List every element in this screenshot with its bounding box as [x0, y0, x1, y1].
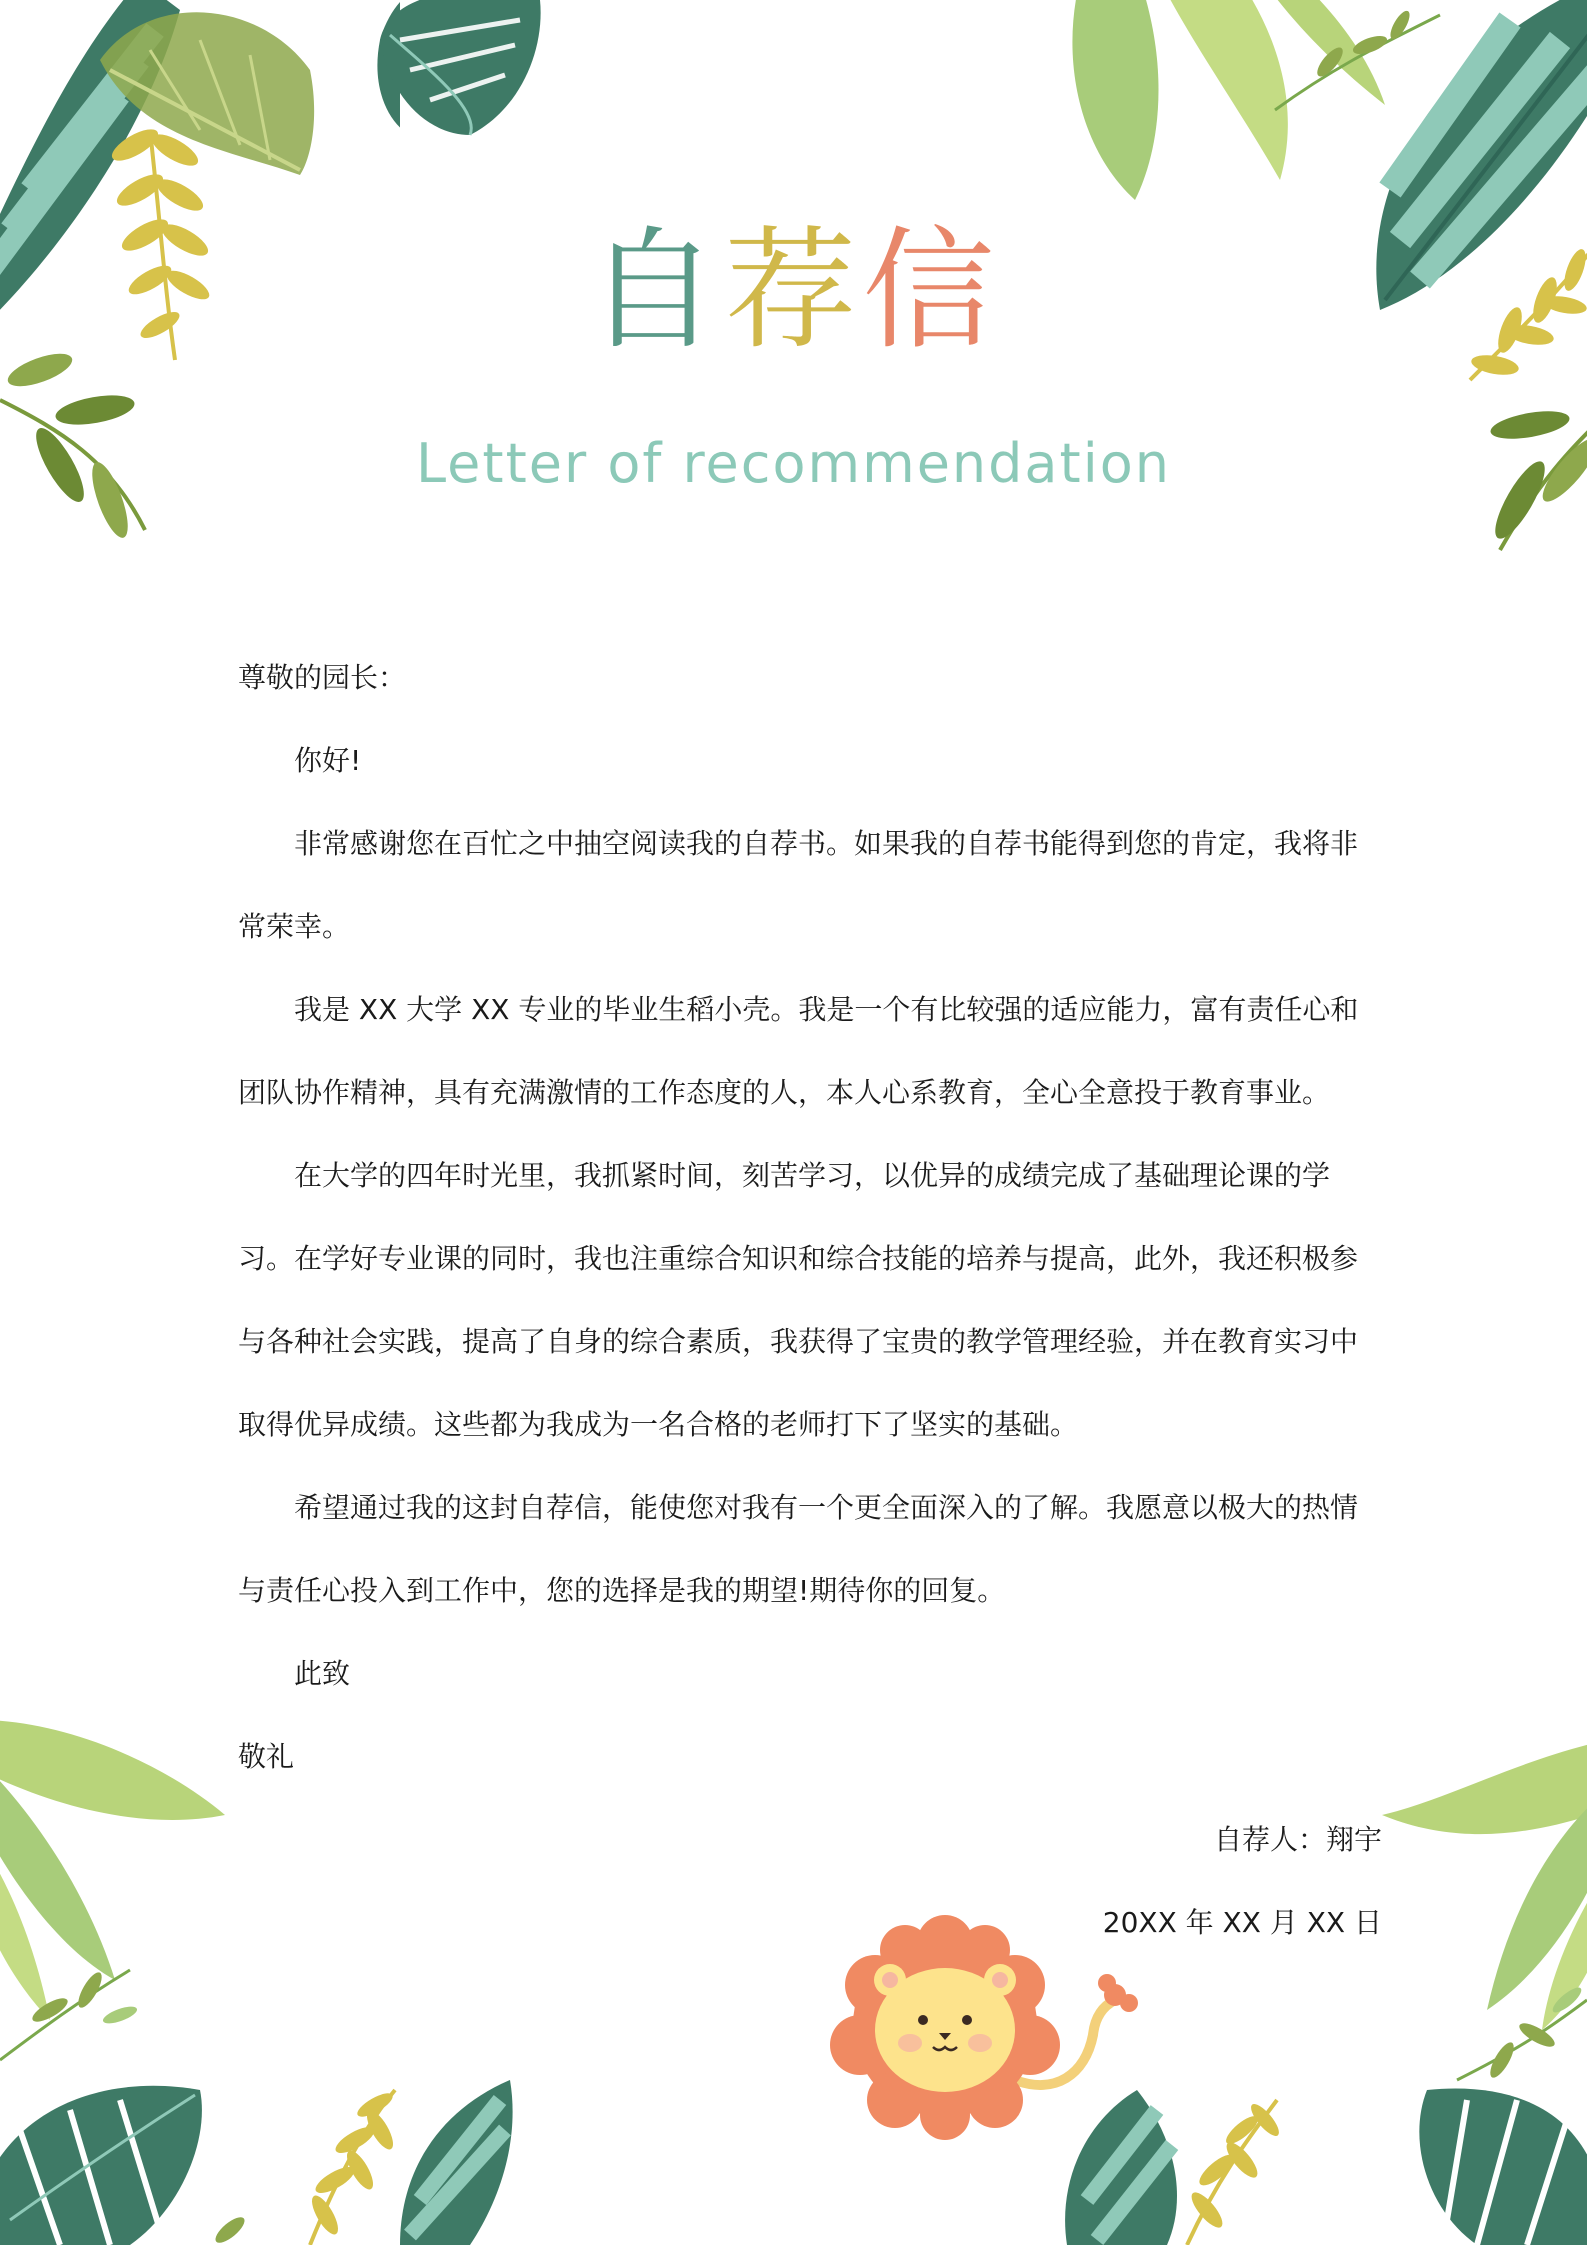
paragraph-3: 在大学的四年时光里，我抓紧时间，刻苦学习，以优异的成绩完成了基础理论课的学习。在学好专业课的同时，我也注重综合知识和综合技能的培养与提高，此外，我还积极参与各种社会实践，提高了自身的综合素质，我获得了宝贵的教学管理经验，并在教育实习中取得优异成绩。这些都为我成为一名合格的老师打下了坚实的基础。 — [238, 1159, 1359, 1441]
monstera-icon — [1419, 2089, 1587, 2245]
yellow-fern-icon — [1187, 2100, 1283, 2245]
paragraph-2: 我是 XX 大学 XX 专业的毕业生稻小壳。我是一个有比较强的适应能力，富有责任心和团队协作精神，具有充满激情的工作态度的人，本人心系教育，全心全意投于教育事业。 — [238, 993, 1359, 1109]
monstera-icon — [377, 0, 400, 140]
small-twig-icon — [212, 2213, 249, 2245]
monstera-icon — [0, 2086, 202, 2245]
yellow-fern-icon — [307, 2089, 398, 2245]
date: 20XX 年 XX 月 XX 日 — [1102, 1906, 1382, 1939]
greeting: 你好! — [294, 744, 362, 777]
signature: 自荐人：翔宇 — [1213, 1823, 1382, 1856]
monstera-icon — [380, 0, 541, 135]
regards: 敬礼 — [238, 1740, 295, 1773]
paragraph-4: 希望通过我的这封自荐信，能使您对我有一个更全面深入的了解。我愿意以极大的热情与责任心投入到工作中，您的选择是我的期望!期待你的回复。 — [238, 1491, 1359, 1607]
top-monstera — [370, 0, 570, 150]
page-subtitle: Letter of recommendation — [416, 432, 1171, 495]
salutation: 尊敬的园长： — [238, 661, 407, 694]
light-leaf-icon — [0, 1720, 225, 2020]
page-title — [0, 214, 1587, 368]
light-leaf-icon — [1072, 0, 1385, 200]
closing: 此致 — [294, 1657, 351, 1690]
striped-leaf-icon — [400, 2080, 513, 2245]
title-char-3: 信 — [862, 214, 1001, 368]
light-leaf-icon — [1382, 1740, 1587, 2030]
twig-icon — [1457, 1984, 1587, 2081]
title-char-1: 自 — [586, 214, 725, 368]
twig-icon — [1275, 8, 1440, 110]
striped-leaf-icon — [1065, 2090, 1177, 2245]
title-char-2: 荐 — [724, 214, 863, 368]
twig-icon — [0, 1969, 139, 2060]
letter-body — [238, 636, 1382, 1964]
paragraph-1: 非常感谢您在百忙之中抽空阅读我的自荐书。如果我的自荐书能得到您的肯定，我将非常荣幸。 — [238, 827, 1359, 943]
olive-leaf-icon — [100, 12, 314, 175]
